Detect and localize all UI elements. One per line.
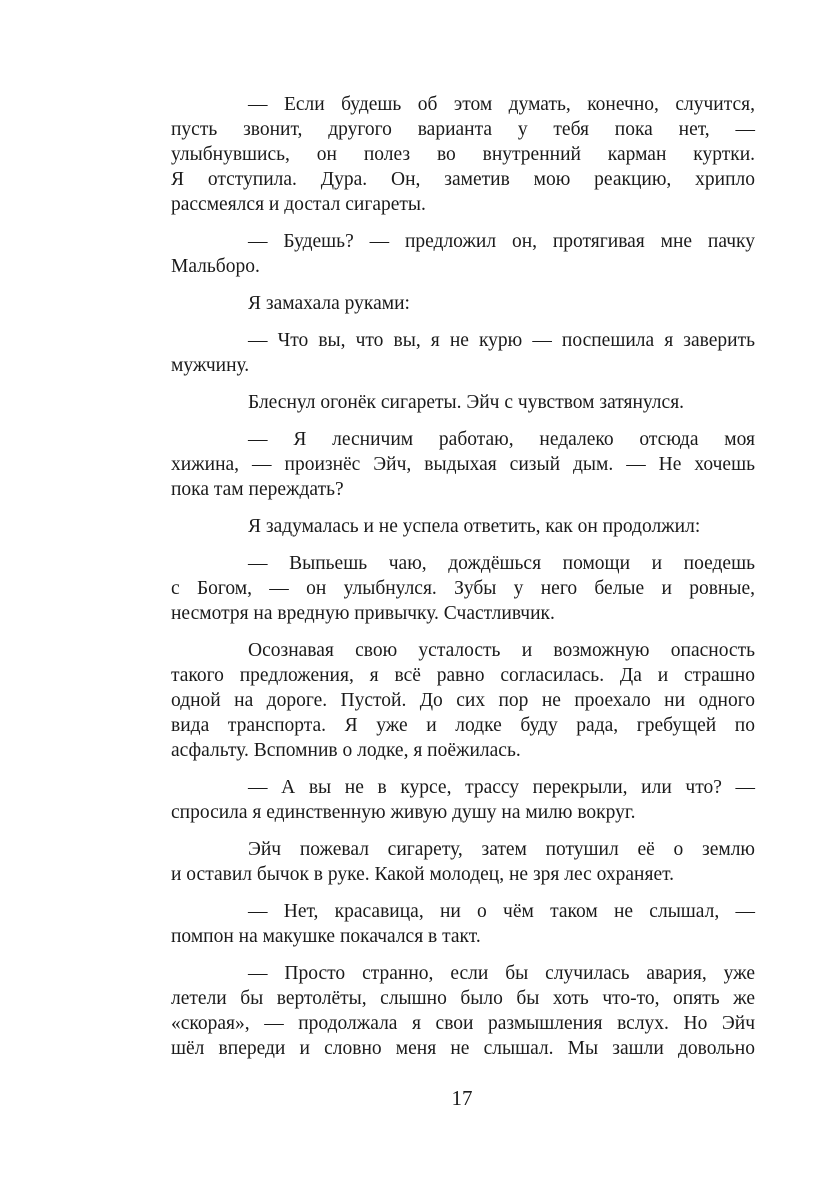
paragraph [171, 899, 755, 949]
text-line: Мальборо. [171, 256, 260, 277]
text-line: пусть звонит, другого варианта у тебя пока нет, — [171, 119, 755, 140]
paragraph [171, 390, 755, 415]
text-line: — Если будешь об этом думать, конечно, случится, [248, 94, 755, 115]
text-line: Я замахала руками: [248, 293, 410, 314]
text-line: — Просто странно, если бы случилась авария, уже [248, 963, 755, 984]
text-line: Эйч пожевал сигарету, затем потушил её о землю [248, 839, 755, 860]
paragraph [171, 229, 755, 279]
paragraph [171, 427, 755, 502]
paragraph [171, 551, 755, 626]
text-line: — Что вы, что вы, я не курю — поспешила я заверить [248, 330, 755, 351]
text-line: Я отступила. Дура. Он, заметив мою реакцию, хрипло [171, 169, 755, 190]
paragraph [171, 961, 755, 1061]
paragraph [171, 92, 755, 217]
text-line: хижина, — произнёс Эйч, выдыхая сизый дым. — Не хочешь [171, 454, 755, 475]
text-line: шёл впереди и словно меня не слышал. Мы зашли довольно [171, 1038, 755, 1059]
page-body [171, 92, 755, 1073]
text-line: Осознавая свою усталость и возможную опасность [248, 640, 755, 661]
text-line: такого предложения, я всё равно согласилась. Да и страшно [171, 665, 755, 686]
text-line: спросила я единственную живую душу на милю вокруг. [171, 802, 636, 823]
text-line: мужчину. [171, 355, 250, 376]
paragraph [171, 638, 755, 763]
text-line: — Нет, красавица, ни о чём таком не слышал, — [248, 901, 755, 922]
text-line: Блеснул огонёк сигареты. Эйч с чувством затянулся. [248, 392, 685, 413]
text-line: Я задумалась и не успела ответить, как он продолжил: [248, 516, 701, 537]
text-line: рассмеялся и достал сигареты. [171, 194, 426, 215]
paragraph [171, 775, 755, 825]
text-line: летели бы вертолёты, слышно было бы хоть что-то, опять же [171, 988, 755, 1009]
paragraph [171, 328, 755, 378]
page-number: 17 [451, 1086, 473, 1110]
text-line: улыбнувшись, он полез во внутренний карман куртки. [171, 144, 755, 165]
text-line: «скорая», — продолжала я свои размышления вслух. Но Эйч [171, 1013, 755, 1034]
text-line: вида транспорта. Я уже и лодке буду рада, гребущей по [171, 715, 755, 736]
text-line: пока там переждать? [171, 479, 344, 500]
text-line: одной на дороге. Пустой. До сих пор не проехало ни одного [171, 690, 755, 711]
paragraph [171, 837, 755, 887]
text-line: асфальту. Вспомнив о лодке, я поёжилась. [171, 740, 521, 761]
text-line: и оставил бычок в руке. Какой молодец, не зря лес охраняет. [171, 864, 675, 885]
text-line: — А вы не в курсе, трассу перекрыли, или что? — [248, 777, 755, 798]
text-line: помпон на макушке покачался в такт. [171, 926, 481, 947]
paragraph [171, 514, 755, 539]
text-line: — Будешь? — предложил он, протягивая мне пачку [248, 231, 755, 252]
text-line: — Выпьешь чаю, дождёшься помощи и поедешь [248, 553, 755, 574]
paragraph [171, 291, 755, 316]
text-line: — Я лесничим работаю, недалеко отсюда моя [248, 429, 755, 450]
text-line: несмотря на вредную привычку. Счастливчик. [171, 603, 555, 624]
text-line: с Богом, — он улыбнулся. Зубы у него белые и ровные, [171, 578, 755, 599]
